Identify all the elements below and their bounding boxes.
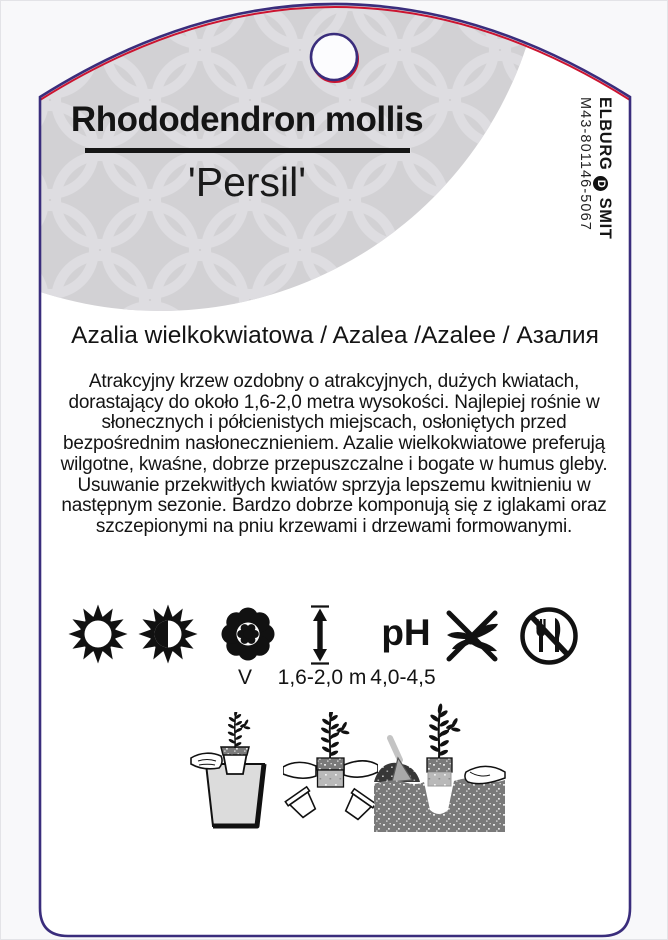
full-sun-icon xyxy=(68,604,128,664)
ph-value-label: 4,0-4,5 xyxy=(370,666,436,689)
remove-pot-icon xyxy=(283,712,378,837)
header xyxy=(55,100,439,205)
product-code: M43-801146-5067 xyxy=(577,97,593,231)
common-names: Azalia wielkokwiatowa / Azalea /Azalee / Азалия xyxy=(71,322,599,349)
page-title: Rhododendron mollis xyxy=(70,100,424,139)
height-label: 1,6-2,0 m xyxy=(277,666,367,689)
title-divider xyxy=(85,148,410,153)
flower-icon xyxy=(218,604,278,664)
flowering-label: V xyxy=(237,666,252,689)
plant-in-ground-icon xyxy=(372,702,507,834)
ph-icon: pH xyxy=(381,612,431,653)
half-sun-icon xyxy=(138,604,198,664)
brand-d-logo: D xyxy=(593,176,608,191)
hang-hole xyxy=(311,34,357,80)
brand-prefix: ELBURG xyxy=(596,97,614,171)
planting-steps-row xyxy=(40,702,630,840)
not-edible-icon xyxy=(517,604,581,668)
no-pruning-icon xyxy=(440,604,504,668)
cultivar-name: 'Persil' xyxy=(187,158,307,205)
care-symbols-row xyxy=(40,604,630,696)
soak-root-ball-icon xyxy=(190,712,280,837)
description-text: Atrakcyjny krzew ozdobny o atrakcyjnych, dużych kwiatach, dorastający do około 1,6-2,0 metra wysokości. Najlepiej rośnie w słonecznych i półcienistych miejscach, osłoniętych przed bezpośrednim nasłonecznieniem. Azalie wielkokwiatowe preferują wilgotne, kwaśne, dobrze przepuszczalne i bogate w humus gleby. Usuwanie przekwitłych kwiatów sprzyja lepszemu kwitnieniu w następnym sezonie. Bardzo dobrze komponują się z iglakami oraz szczepionymi na pniu krzewami i drzewami formowanymi. xyxy=(60,371,608,537)
side-vertical-text xyxy=(576,97,614,239)
brand-name xyxy=(593,97,614,239)
height-arrow-icon xyxy=(307,604,333,666)
brand-suffix: SMIT xyxy=(596,197,614,240)
